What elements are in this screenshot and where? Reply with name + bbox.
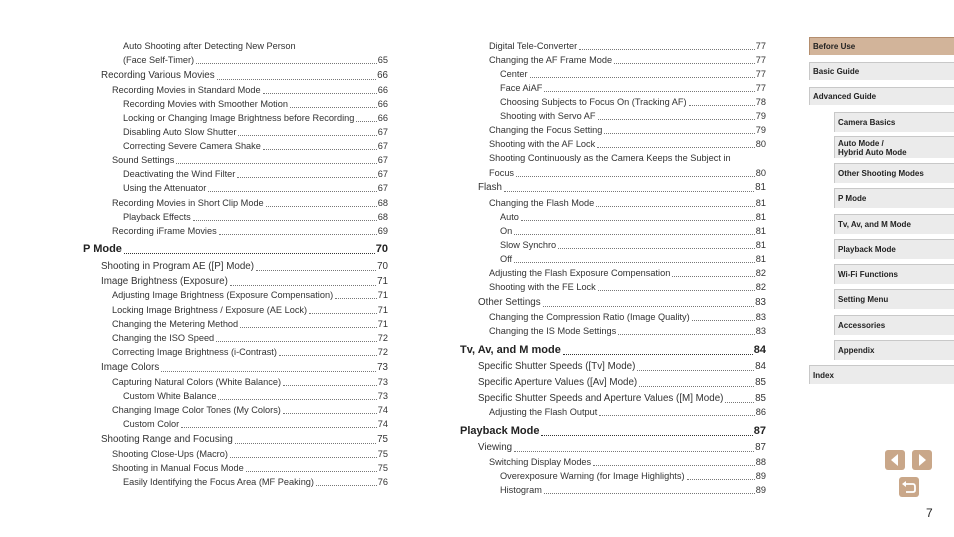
dot-leader <box>596 206 755 207</box>
toc-page-number: 71 <box>377 319 388 329</box>
toc-page-number: 71 <box>377 276 388 287</box>
toc-page-number: 81 <box>755 198 766 208</box>
toc-entry-title: Histogram <box>500 485 542 495</box>
dot-leader <box>193 220 377 221</box>
toc-page-number: 82 <box>755 268 766 278</box>
sidebar-tab[interactable] <box>809 365 954 384</box>
toc-entry-title: Tv, Av, and M mode <box>460 344 561 356</box>
return-button[interactable] <box>899 477 919 497</box>
toc-entry-title: Changing the IS Mode Settings <box>489 326 617 336</box>
sidebar-tab[interactable] <box>834 340 954 360</box>
toc-entry[interactable] <box>500 212 766 223</box>
toc-entry-title: Choosing Subjects to Focus On (Tracking AF) <box>500 97 687 107</box>
sidebar-tab[interactable] <box>834 188 954 208</box>
toc-page-number: 76 <box>377 477 388 487</box>
toc-page-number: 85 <box>755 377 766 388</box>
dot-leader <box>218 399 376 400</box>
toc-entry-title: Playback Effects <box>123 212 191 222</box>
toc-page-number: 67 <box>377 183 388 193</box>
toc-page-number: 66 <box>377 113 388 123</box>
dot-leader <box>689 105 755 106</box>
toc-entry[interactable] <box>123 419 388 430</box>
toc-page-number: 77 <box>755 55 766 65</box>
toc-page-number: 78 <box>755 97 766 107</box>
toc-entry-title: Correcting Severe Camera Shake <box>123 141 261 151</box>
toc-page-number: 81 <box>755 240 766 250</box>
sidebar-tab[interactable] <box>834 112 954 132</box>
dot-leader <box>579 49 755 50</box>
toc-entry-title: Changing Image Color Tones (My Colors) <box>112 405 281 415</box>
toc-entry[interactable] <box>489 457 766 468</box>
arrow-right-icon <box>912 450 932 470</box>
dot-leader <box>692 320 755 321</box>
toc-entry[interactable] <box>478 361 766 373</box>
toc-entry-title: Auto <box>500 212 519 222</box>
dot-leader <box>230 457 377 458</box>
toc-entry-title: Slow Synchro <box>500 240 557 250</box>
return-icon <box>899 477 919 497</box>
toc-page-number: 70 <box>377 261 388 272</box>
toc-page-number: 81 <box>755 182 766 193</box>
dot-leader <box>196 63 377 64</box>
toc-entry-title: Focus <box>489 168 515 178</box>
toc-page-number: 84 <box>755 361 766 372</box>
toc-entry-title: Flash <box>478 182 502 193</box>
toc-page-number: 72 <box>377 333 388 343</box>
toc-entry[interactable] <box>500 240 766 251</box>
toc-entry-title: Capturing Natural Colors (White Balance) <box>112 377 282 387</box>
sidebar-tab[interactable] <box>834 136 954 158</box>
toc-entry-title: Viewing <box>478 442 513 453</box>
dot-leader <box>637 370 754 371</box>
toc-page-number: 89 <box>755 485 766 495</box>
toc-entry[interactable] <box>500 83 766 94</box>
dot-leader <box>230 285 376 286</box>
dot-leader <box>514 234 755 235</box>
toc-entry[interactable] <box>489 168 766 179</box>
toc-entry[interactable] <box>123 127 388 138</box>
toc-entry-title: Changing the Flash Mode <box>489 198 595 208</box>
toc-entry[interactable] <box>478 393 766 405</box>
dot-leader <box>316 485 377 486</box>
toc-entry[interactable] <box>123 183 388 194</box>
toc-entry-title: Other Settings <box>478 297 541 308</box>
toc-page-number: 77 <box>755 83 766 93</box>
dot-leader <box>283 413 377 414</box>
toc-entry[interactable] <box>112 198 388 209</box>
toc-entry-title: Image Brightness (Exposure) <box>101 276 228 287</box>
arrow-left-icon <box>885 450 905 470</box>
toc-entry[interactable] <box>101 434 388 446</box>
dot-leader <box>504 191 754 192</box>
toc-entry-title: (Face Self-Timer) <box>123 55 195 65</box>
toc-entry-title: Shooting in Manual Focus Mode <box>112 463 244 473</box>
toc-entry[interactable] <box>112 377 388 388</box>
dot-leader <box>614 63 755 64</box>
toc-page-number: 83 <box>755 297 766 308</box>
toc-page-number: 72 <box>377 347 388 357</box>
toc-entry[interactable] <box>123 99 388 110</box>
toc-page-number: 88 <box>755 457 766 467</box>
dot-leader <box>219 234 377 235</box>
dot-leader <box>263 149 377 150</box>
toc-entry-title: Changing the ISO Speed <box>112 333 215 343</box>
dot-leader <box>256 270 376 271</box>
toc-page-number: 80 <box>755 139 766 149</box>
toc-entry[interactable] <box>500 226 766 237</box>
toc-entry[interactable] <box>500 485 766 496</box>
toc-entry[interactable] <box>500 69 766 80</box>
sidebar-tab-label: Appendix <box>838 346 875 355</box>
toc-entry[interactable] <box>478 297 766 309</box>
toc-page-number: 75 <box>377 463 388 473</box>
toc-page-number: 89 <box>755 471 766 481</box>
toc-entry-title: Recording iFrame Movies <box>112 226 217 236</box>
toc-page-number: 75 <box>377 434 388 445</box>
dot-leader <box>237 177 376 178</box>
toc-entry-title: Changing the Compression Ratio (Image Quality) <box>489 312 690 322</box>
toc-entry-title: Using the Attenuator <box>123 183 207 193</box>
toc-entry-title: Shooting with the AF Lock <box>489 139 596 149</box>
toc-entry-title: Shooting Close-Ups (Macro) <box>112 449 228 459</box>
dot-leader <box>725 402 754 403</box>
toc-entry[interactable] <box>123 113 388 124</box>
toc-entry[interactable] <box>500 471 766 482</box>
sidebar-tab[interactable] <box>809 87 954 105</box>
toc-page-number: 66 <box>377 85 388 95</box>
toc-entry[interactable] <box>101 362 388 374</box>
dot-leader <box>246 471 377 472</box>
toc-entry[interactable] <box>112 155 388 166</box>
dot-leader <box>514 451 754 452</box>
sidebar-tab-label: Auto Mode / Hybrid Auto Mode <box>838 138 907 157</box>
dot-leader <box>516 176 755 177</box>
dot-leader <box>356 121 376 122</box>
dot-leader <box>335 298 377 299</box>
toc-entry[interactable] <box>101 261 388 273</box>
sidebar-tab[interactable] <box>834 163 954 183</box>
toc-entry-title: Changing the AF Frame Mode <box>489 55 613 65</box>
toc-entry-title: Custom Color <box>123 419 180 429</box>
dot-leader <box>598 119 755 120</box>
toc-entry[interactable] <box>500 97 766 108</box>
toc-entry[interactable] <box>101 276 388 288</box>
toc-entry[interactable] <box>489 282 766 293</box>
toc-page-number: 74 <box>377 405 388 415</box>
dot-leader <box>161 371 376 372</box>
dot-leader <box>514 262 755 263</box>
toc-entry[interactable] <box>112 226 388 237</box>
toc-page-number: 80 <box>755 168 766 178</box>
sidebar-tab-label: Setting Menu <box>838 295 889 304</box>
toc-page-number: 67 <box>377 141 388 151</box>
toc-page-number: 77 <box>755 41 766 51</box>
toc-page-number: 81 <box>755 254 766 264</box>
toc-page-number: 68 <box>377 212 388 222</box>
toc-entry-title: P Mode <box>83 243 122 255</box>
toc-page-number: 71 <box>377 305 388 315</box>
toc-entry-title: Recording Movies with Smoother Motion <box>123 99 288 109</box>
toc-entry-title: Digital Tele-Converter <box>489 41 578 51</box>
toc-entry[interactable] <box>123 141 388 152</box>
dot-leader <box>176 163 376 164</box>
toc-entry-title: Shooting Continuously as the Camera Keeps the Subject in <box>489 153 731 163</box>
sidebar-tab-label: Basic Guide <box>813 67 860 76</box>
sidebar-tab[interactable] <box>809 37 954 55</box>
toc-entry-title: Playback Mode <box>460 425 540 437</box>
toc-page-number: 73 <box>377 391 388 401</box>
toc-entry-title: Deactivating the Wind Filter <box>123 169 236 179</box>
sidebar-tab[interactable] <box>834 315 954 335</box>
dot-leader <box>541 435 752 436</box>
toc-page-number: 81 <box>755 226 766 236</box>
dot-leader <box>181 427 377 428</box>
dot-leader <box>279 355 377 356</box>
dot-leader <box>521 220 755 221</box>
dot-leader <box>599 415 754 416</box>
dot-leader <box>672 276 754 277</box>
toc-entry[interactable] <box>478 182 766 194</box>
dot-leader <box>598 290 755 291</box>
toc-page-number: 67 <box>377 169 388 179</box>
toc-page-number: 87 <box>753 425 766 437</box>
sidebar-tab[interactable] <box>834 239 954 259</box>
dot-leader <box>604 133 754 134</box>
toc-page-number: 67 <box>377 127 388 137</box>
sidebar-tab-label: Other Shooting Modes <box>838 169 924 178</box>
toc-page-number: 69 <box>377 226 388 236</box>
toc-page-number: 67 <box>377 155 388 165</box>
toc-entry[interactable] <box>489 41 766 52</box>
toc-page-number: 65 <box>377 55 388 65</box>
toc-entry[interactable] <box>123 55 388 66</box>
dot-leader <box>597 147 755 148</box>
dot-leader <box>266 206 377 207</box>
sidebar-tab[interactable] <box>834 214 954 234</box>
toc-entry[interactable] <box>123 169 388 180</box>
toc-page-number: 77 <box>755 69 766 79</box>
toc-entry-title: Specific Shutter Speeds and Aperture Values ([M] Mode) <box>478 393 724 404</box>
toc-entry-title: Center <box>500 69 528 79</box>
sidebar-tab-label: Index <box>813 370 834 380</box>
toc-page-number: 73 <box>377 377 388 387</box>
toc-entry-title: Recording Various Movies <box>101 70 215 81</box>
toc-chapter-heading[interactable] <box>460 344 766 357</box>
dot-leader <box>543 306 754 307</box>
toc-page-number: 73 <box>377 362 388 373</box>
toc-entry[interactable] <box>112 85 388 96</box>
toc-entry-title: Locking Image Brightness / Exposure (AE Lock) <box>112 305 308 315</box>
toc-entry-title: Auto Shooting after Detecting New Person <box>123 41 296 51</box>
toc-entry-title: Recording Movies in Short Clip Mode <box>112 198 264 208</box>
toc-page-number: 70 <box>375 243 388 255</box>
dot-leader <box>544 91 754 92</box>
toc-entry[interactable] <box>489 153 766 164</box>
dot-leader <box>263 93 377 94</box>
toc-page-number: 66 <box>377 99 388 109</box>
toc-entry[interactable] <box>112 405 388 416</box>
toc-entry[interactable] <box>112 290 388 301</box>
sidebar-tab-label: Advanced Guide <box>813 92 877 101</box>
toc-entry[interactable] <box>489 312 766 323</box>
sidebar-tab-label: Before Use <box>813 42 856 51</box>
toc-page-number: 74 <box>377 419 388 429</box>
toc-entry-title: Disabling Auto Slow Shutter <box>123 127 237 137</box>
toc-entry[interactable] <box>123 212 388 223</box>
dot-leader <box>240 327 377 328</box>
toc-entry-title: Correcting Image Brightness (i-Contrast) <box>112 347 277 357</box>
toc-entry-title: Image Colors <box>101 362 160 373</box>
toc-entry[interactable] <box>489 55 766 66</box>
toc-page-number: 75 <box>377 449 388 459</box>
dot-leader <box>687 479 755 480</box>
dot-leader <box>124 253 375 254</box>
dot-leader <box>544 493 755 494</box>
toc-entry[interactable] <box>478 377 766 389</box>
dot-leader <box>639 386 754 387</box>
toc-page-number: 82 <box>755 282 766 292</box>
toc-entry[interactable] <box>489 125 766 136</box>
toc-chapter-heading[interactable] <box>460 425 766 438</box>
toc-chapter-heading[interactable] <box>83 243 388 256</box>
toc-entry[interactable] <box>489 198 766 209</box>
dot-leader <box>558 248 755 249</box>
toc-entry-title: Adjusting the Flash Exposure Compensation <box>489 268 671 278</box>
sidebar-tab-label: Tv, Av, and M Mode <box>838 220 911 229</box>
toc-page-number: 79 <box>755 111 766 121</box>
toc-entry[interactable] <box>112 305 388 316</box>
toc-page-number: 86 <box>755 407 766 417</box>
dot-leader <box>217 79 376 80</box>
toc-entry[interactable] <box>500 254 766 265</box>
toc-entry[interactable] <box>489 326 766 337</box>
dot-leader <box>563 354 753 355</box>
toc-page-number: 79 <box>755 125 766 135</box>
sidebar-tab-label: Camera Basics <box>838 118 896 127</box>
toc-entry[interactable] <box>112 449 388 460</box>
dot-leader <box>309 313 377 314</box>
toc-entry[interactable] <box>489 139 766 150</box>
toc-page-number: 71 <box>377 290 388 300</box>
toc-page-number: 84 <box>753 344 766 356</box>
toc-entry-title: Off <box>500 254 513 264</box>
sidebar-tab-label: Playback Mode <box>838 245 896 254</box>
dot-leader <box>618 334 755 335</box>
toc-entry[interactable] <box>478 442 766 454</box>
toc-entry-title: Sound Settings <box>112 155 175 165</box>
dot-leader <box>238 135 376 136</box>
toc-entry-title: Easily Identifying the Focus Area (MF Peaking) <box>123 477 314 487</box>
toc-entry-title: Switching Display Modes <box>489 457 592 467</box>
toc-page-number: 85 <box>755 393 766 404</box>
toc-entry-title: Shooting with Servo AF <box>500 111 596 121</box>
dot-leader <box>283 385 377 386</box>
toc-entry-title: Overexposure Warning (for Image Highlights) <box>500 471 685 481</box>
next-page-button[interactable] <box>912 450 932 470</box>
toc-entry[interactable] <box>123 41 388 52</box>
toc-entry[interactable] <box>101 70 388 82</box>
toc-entry-title: Shooting in Program AE ([P] Mode) <box>101 261 255 272</box>
sidebar-tab-label: P Mode <box>838 194 867 203</box>
dot-leader <box>290 107 377 108</box>
sidebar-tab-label: Wi-Fi Functions <box>838 270 898 279</box>
dot-leader <box>208 191 377 192</box>
sidebar-tab[interactable] <box>834 289 954 309</box>
toc-entry-title: Face AiAF <box>500 83 543 93</box>
sidebar-tab[interactable] <box>809 62 954 80</box>
toc-entry-title: Adjusting the Flash Output <box>489 407 598 417</box>
toc-entry[interactable] <box>112 347 388 358</box>
toc-entry-title: Changing the Metering Method <box>112 319 239 329</box>
toc-entry[interactable] <box>123 477 388 488</box>
toc-entry[interactable] <box>489 268 766 279</box>
sidebar-tab-label: Accessories <box>838 321 886 330</box>
toc-page-number: 83 <box>755 312 766 322</box>
toc-entry[interactable] <box>500 111 766 122</box>
dot-leader <box>593 465 755 466</box>
page-number: 7 <box>926 506 933 520</box>
toc-entry[interactable] <box>112 463 388 474</box>
toc-page-number: 66 <box>377 70 388 81</box>
toc-entry-title: Custom White Balance <box>123 391 217 401</box>
toc-entry[interactable] <box>112 319 388 330</box>
toc-entry-title: Changing the Focus Setting <box>489 125 603 135</box>
previous-page-button[interactable] <box>885 450 905 470</box>
toc-entry-title: Specific Aperture Values ([Av] Mode) <box>478 377 638 388</box>
dot-leader <box>216 341 377 342</box>
toc-entry-title: Shooting with the FE Lock <box>489 282 596 292</box>
sidebar-tab[interactable] <box>834 264 954 284</box>
toc-page-number: 87 <box>755 442 766 453</box>
toc-entry[interactable] <box>489 407 766 418</box>
toc-page-number: 83 <box>755 326 766 336</box>
toc-entry-title: Locking or Changing Image Brightness before Recording <box>123 113 355 123</box>
toc-entry-title: On <box>500 226 513 236</box>
toc-entry-title: Recording Movies in Standard Mode <box>112 85 261 95</box>
toc-entry-title: Specific Shutter Speeds ([Tv] Mode) <box>478 361 636 372</box>
dot-leader <box>235 443 376 444</box>
toc-page-number: 68 <box>377 198 388 208</box>
toc-entry[interactable] <box>112 333 388 344</box>
dot-leader <box>530 77 755 78</box>
toc-page-number: 81 <box>755 212 766 222</box>
toc-entry-title: Adjusting Image Brightness (Exposure Compensation) <box>112 290 334 300</box>
toc-entry[interactable] <box>123 391 388 402</box>
toc-entry-title: Shooting Range and Focusing <box>101 434 233 445</box>
